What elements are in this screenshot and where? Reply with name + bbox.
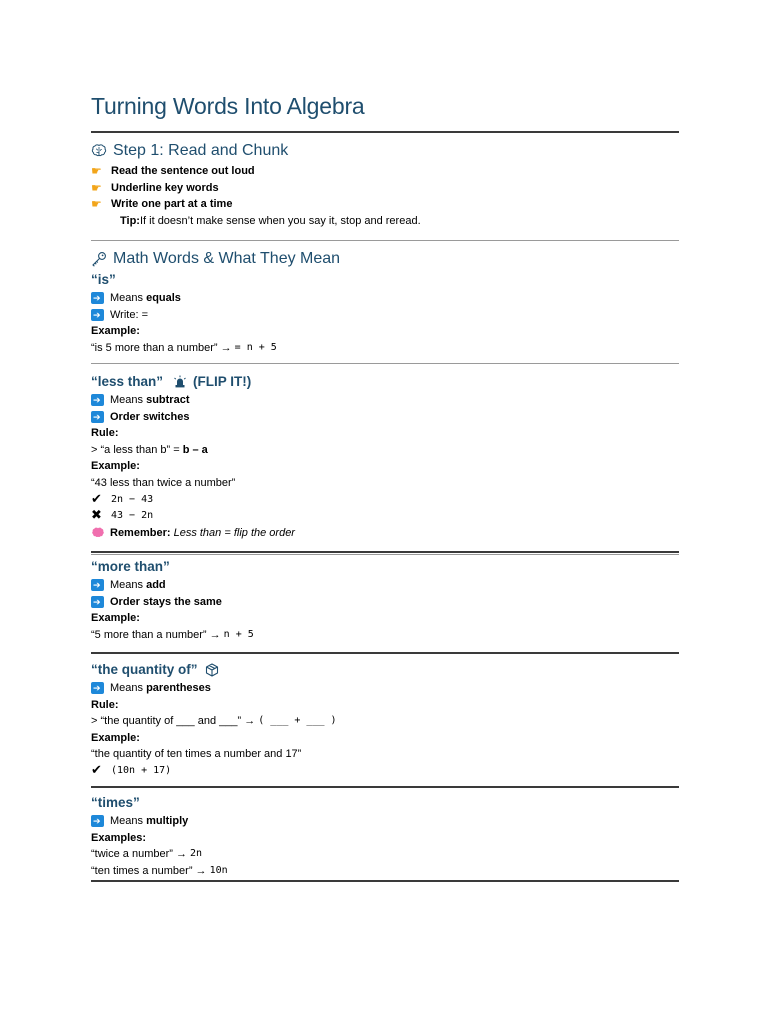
box-icon: [205, 663, 219, 677]
list-item: ➔ Means add: [91, 577, 679, 594]
check-icon: ✔: [91, 491, 102, 507]
list-item: ☛ Write one part at a time: [91, 197, 233, 212]
less-than-heading: “less than” (FLIP IT!): [91, 373, 252, 389]
rule-line: > “the quantity of ___ and ___” → ( ___ + ___ ): [91, 715, 337, 728]
wrong-answer: ✖ 43 − 2n: [91, 508, 154, 524]
list-item: ☛ Read the sentence out loud: [91, 164, 255, 179]
section-divider: [91, 240, 679, 241]
right-arrow-icon: [91, 309, 104, 321]
cross-icon: ✖: [91, 508, 102, 524]
example-line: “43 less than twice a number”: [91, 477, 236, 490]
section-divider: [91, 786, 679, 788]
section-divider: [91, 551, 679, 553]
right-arrow-icon: [91, 596, 104, 608]
step1-heading: Step 1: Read and Chunk: [91, 139, 679, 163]
title-divider: [91, 131, 679, 133]
quantity-heading: “the quantity of”: [91, 660, 679, 680]
times-section: [91, 793, 679, 879]
correct-answer: ✔ 2n − 43: [91, 491, 154, 507]
example-label: Example:: [91, 325, 140, 338]
right-arrow-icon: [91, 682, 104, 694]
example-label: Example:: [91, 612, 140, 625]
list-item: ➔ Write: =: [91, 307, 679, 324]
times-heading: “times”: [91, 794, 140, 810]
correct-answer: ✔ (10n + 17): [91, 763, 172, 779]
page-title: Turning Words Into Algebra: [91, 93, 365, 119]
is-heading: “is”: [91, 271, 116, 287]
list-item: ➔ Means parentheses: [91, 680, 679, 697]
example-line: “twice a number” → 2n: [91, 848, 203, 861]
list-item: ☛ Underline key words: [91, 180, 219, 195]
step1-section: [91, 139, 679, 229]
example-line: “is 5 more than a number” → = n + 5: [91, 341, 277, 354]
is-section: [91, 270, 679, 356]
examples-label: Examples:: [91, 831, 147, 844]
check-icon: ✔: [91, 763, 102, 779]
section-divider: [91, 363, 679, 364]
right-arrow-icon: [91, 394, 104, 406]
key-icon: [91, 251, 107, 267]
right-arrow-icon: [91, 292, 104, 304]
example-line: “5 more than a number” → n + 5: [91, 628, 254, 641]
example-label: Example:: [91, 731, 140, 744]
remember-line: Remember: Less than = flip the order: [91, 525, 679, 542]
section-divider: [91, 652, 679, 654]
siren-icon: [173, 375, 187, 389]
brain-icon: [91, 526, 105, 540]
rule-label: Rule:: [91, 698, 119, 711]
brain-icon: [91, 143, 107, 159]
right-arrow-icon: [91, 815, 104, 827]
right-arrow-icon: [91, 411, 104, 423]
less-than-section: [91, 372, 679, 541]
pointing-hand-icon: ☛: [91, 180, 102, 195]
example-line: “the quantity of ten times a number and 17”: [91, 748, 302, 761]
rule-line: > “a less than b” = b – a: [91, 443, 208, 456]
list-item: ➔ Order switches: [91, 409, 679, 426]
list-item: ➔ Order stays the same: [91, 594, 679, 611]
tip-line: Tip: If it doesn’t make sense when you say it, stop and reread.: [120, 214, 421, 227]
rule-label: Rule:: [91, 427, 119, 440]
list-item: ➔ Means equals: [91, 290, 679, 307]
list-item: ➔ Means multiply: [91, 813, 679, 830]
section-divider: [91, 880, 679, 882]
more-than-section: [91, 557, 679, 643]
pointing-hand-icon: ☛: [91, 164, 102, 179]
quantity-section: [91, 660, 679, 780]
math-words-heading: Math Words & What They Mean: [91, 247, 679, 271]
more-than-heading: “more than”: [91, 558, 170, 574]
right-arrow-icon: [91, 579, 104, 591]
example-line: “ten times a number” → 10n: [91, 864, 228, 877]
pointing-hand-icon: ☛: [91, 197, 102, 212]
list-item: ➔ Means subtract: [91, 392, 679, 409]
example-label: Example:: [91, 460, 140, 473]
math-words-section: [91, 247, 679, 271]
